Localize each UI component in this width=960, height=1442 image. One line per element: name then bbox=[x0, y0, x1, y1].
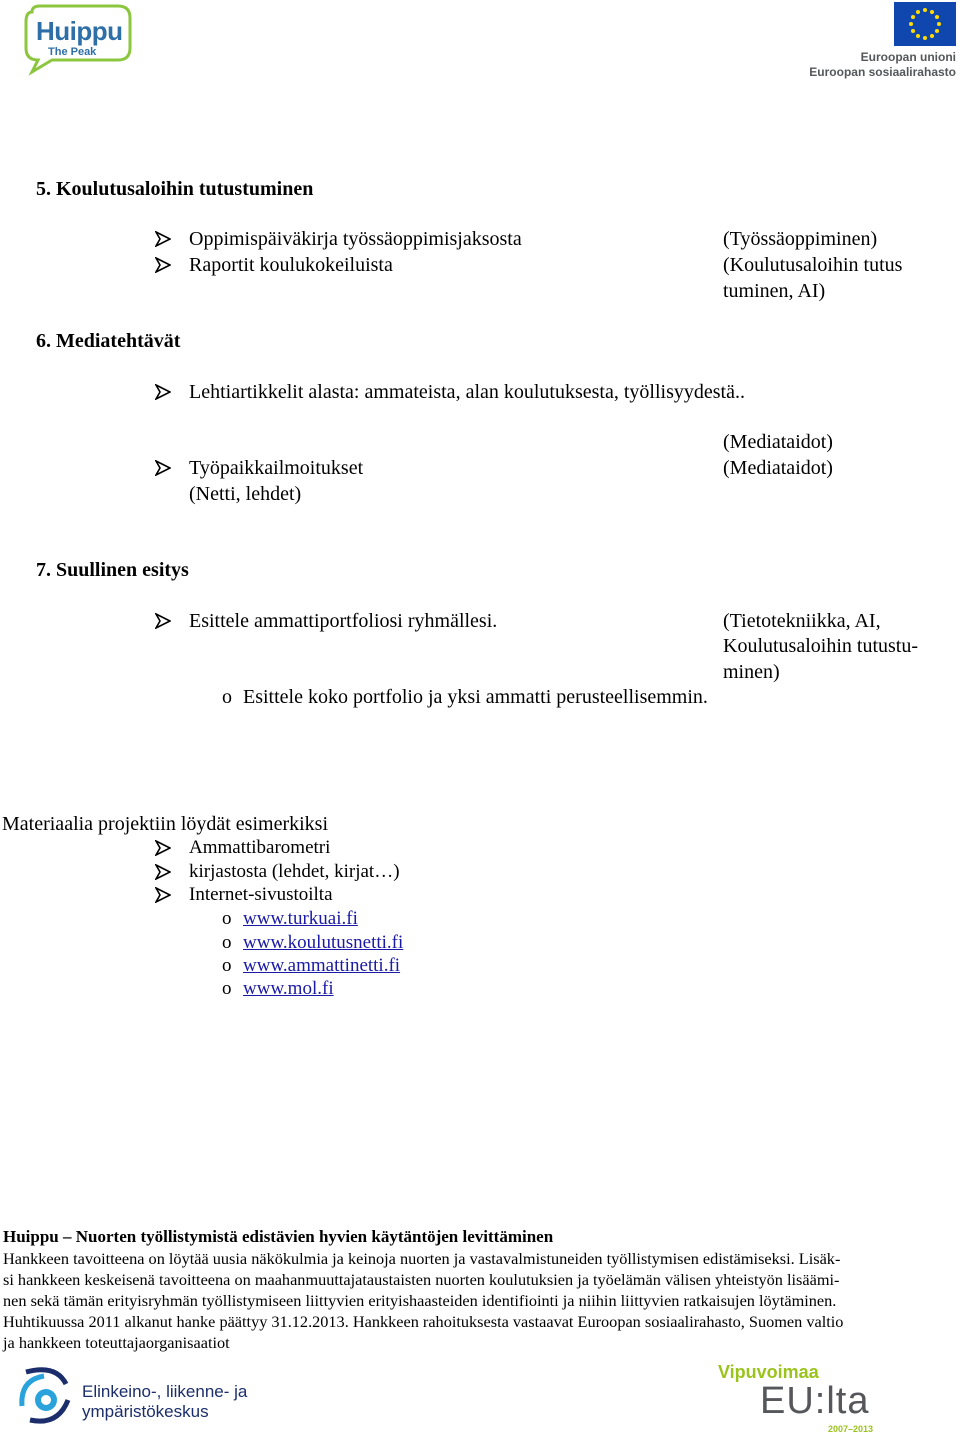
vipuvoimaa-logo bbox=[716, 1362, 886, 1438]
s5-item1-text: Oppimispäiväkirja työssäoppimisjaksosta bbox=[189, 228, 522, 250]
circle-bullet-icon: o bbox=[222, 686, 232, 708]
s5-item2-tag-line2: tuminen, AI) bbox=[723, 280, 826, 302]
huippu-logo-main: Huippu bbox=[36, 16, 123, 46]
s7-item1-tag-line1: (Tietotekniikka, AI, bbox=[723, 610, 881, 632]
eu-logo-line1: Euroopan unioni bbox=[860, 50, 956, 64]
arrow-bullet-icon bbox=[155, 460, 171, 476]
arrow-bullet-icon bbox=[155, 384, 171, 400]
link-koulutusnetti[interactable]: www.koulutusnetti.fi bbox=[243, 932, 404, 953]
vipuvoimaa-main: EU:lta bbox=[760, 1380, 870, 1422]
huippu-logo bbox=[18, 4, 136, 76]
eu-flag-icon bbox=[894, 2, 956, 46]
vipuvoimaa-top: Vipuvoimaa bbox=[718, 1362, 819, 1382]
arrow-bullet-icon bbox=[155, 257, 171, 273]
materials-item-1: Ammattibarometri bbox=[189, 837, 331, 858]
s7-subitem: Esittele koko portfolio ja yksi ammatti perusteellisemmin. bbox=[243, 686, 708, 708]
circle-bullet-icon: o bbox=[222, 978, 232, 999]
ely-logo bbox=[16, 1366, 256, 1432]
ely-logo-line2: ympäristökeskus bbox=[82, 1402, 209, 1421]
footer-line-3: nen sekä tämän erityisryhmän työllistymiseen liittyvien erityishaasteiden identifiointi ja niihin liittyvien ratkaisujen löytäminen. bbox=[3, 1291, 837, 1310]
s7-item1-text: Esittele ammattiportfoliosi ryhmällesi. bbox=[189, 610, 498, 632]
materials-item-2: kirjastosta (lehdet, kirjat…) bbox=[189, 861, 400, 882]
materials-item-3: Internet-sivustoilta bbox=[189, 884, 333, 905]
s7-item1-tag-line3: minen) bbox=[723, 661, 780, 683]
footer-line-5: ja hankkeen toteuttajaorganisaatiot bbox=[3, 1333, 230, 1352]
circle-bullet-icon: o bbox=[222, 908, 232, 929]
s6-item1-text: Lehtiartikkelit alasta: ammateista, alan koulutuksesta, työllisyydestä.. bbox=[189, 381, 745, 403]
arrow-bullet-icon bbox=[155, 887, 171, 903]
footer-line-1: Hankkeen tavoitteena on löytää uusia näkökulmia ja keinoja nuorten ja vastavalmistuneiden työllistymisen edistämiseksi. Lisäk- bbox=[3, 1249, 841, 1268]
link-turkuai[interactable]: www.turkuai.fi bbox=[243, 908, 358, 929]
eu-logo bbox=[809, 2, 958, 82]
huippu-logo-sub: The Peak bbox=[48, 46, 97, 58]
link-ammattinetti[interactable]: www.ammattinetti.fi bbox=[243, 955, 401, 976]
s6-item2-tag: (Mediataidot) bbox=[723, 457, 833, 479]
s5-item2-text: Raportit koulukokeiluista bbox=[189, 254, 393, 276]
footer-title: Huippu – Nuorten työllistymistä edistävien hyvien käytäntöjen levittäminen bbox=[3, 1227, 554, 1246]
arrow-bullet-icon bbox=[155, 840, 171, 856]
section-6-heading: 6. Mediatehtävät bbox=[36, 330, 181, 352]
circle-bullet-icon: o bbox=[222, 932, 232, 953]
s6-item1-tag: (Mediataidot) bbox=[723, 431, 833, 453]
section-5-heading: 5. Koulutusaloihin tutustuminen bbox=[36, 178, 314, 200]
vipuvoimaa-years: 2007–2013 bbox=[828, 1424, 874, 1434]
materials-intro: Materiaalia projektiin löydät esimerkiksi bbox=[2, 813, 329, 835]
s6-item2-sub: (Netti, lehdet) bbox=[189, 483, 302, 505]
circle-bullet-icon: o bbox=[222, 955, 232, 976]
arrow-bullet-icon bbox=[155, 613, 171, 629]
s7-item1-tag-line2: Koulutusaloihin tutustu- bbox=[723, 635, 918, 657]
eu-logo-line2: Euroopan sosiaalirahasto bbox=[809, 65, 956, 79]
ely-emblem-icon bbox=[16, 1366, 72, 1428]
footer-line-2: si hankkeen keskeisenä tavoitteena on maahanmuuttajataustaisten nuorten koulutuksien ja työelämän välisen yhteistyön lisäämi- bbox=[3, 1270, 840, 1289]
s6-item2-text: Työpaikkailmoitukset bbox=[189, 457, 364, 479]
footer-line-4: Huhtikuussa 2011 alkanut hanke päättyy 31.12.2013. Hankkeen rahoituksesta vastaavat Euroopan sosiaalirahasto, Suomen valtio bbox=[3, 1312, 844, 1331]
link-mol[interactable]: www.mol.fi bbox=[243, 978, 334, 999]
s5-item2-tag-line1: (Koulutusaloihin tutus bbox=[723, 254, 903, 276]
arrow-bullet-icon bbox=[155, 231, 171, 247]
section-7-heading: 7. Suullinen esitys bbox=[36, 559, 189, 581]
arrow-bullet-icon bbox=[155, 864, 171, 880]
ely-logo-line1: Elinkeino-, liikenne- ja bbox=[82, 1382, 248, 1401]
s5-item1-tag: (Työssäoppiminen) bbox=[723, 228, 878, 250]
